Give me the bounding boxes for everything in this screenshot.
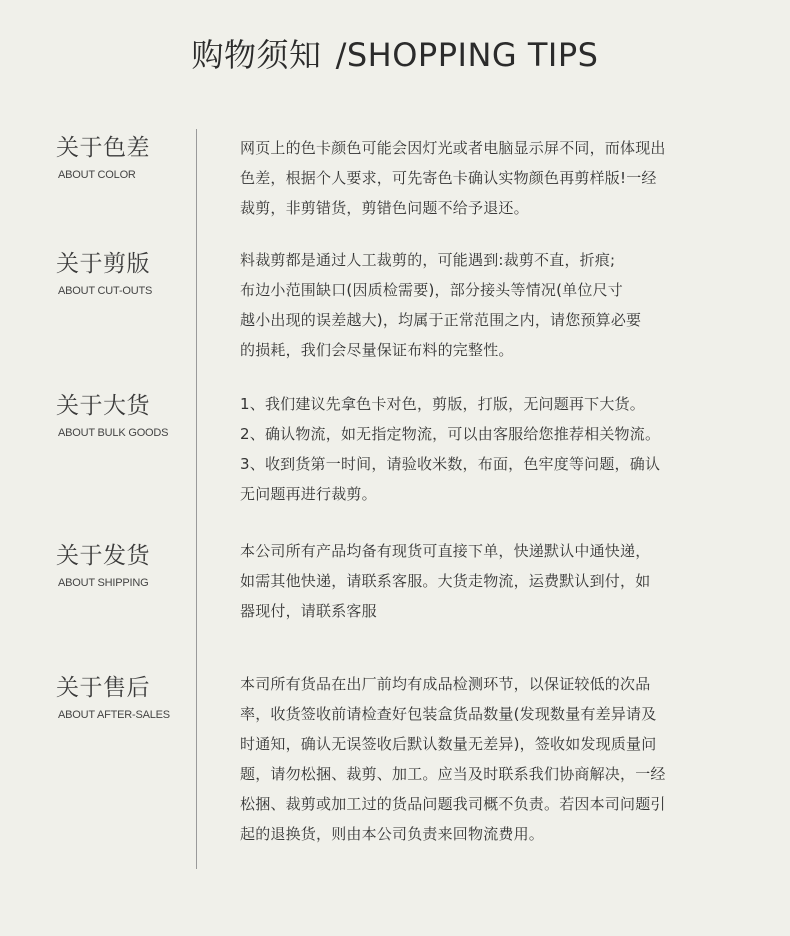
- section-heading: [56, 541, 191, 590]
- body-line: 时通知，确认无误签收后默认数量无差异)，签收如发现质量问: [240, 735, 657, 753]
- body-line: 本公司所有产品均备有现货可直接下单，快递默认中通快递，: [240, 542, 651, 560]
- section-heading-en: ABOUT BULK GOODS: [58, 427, 169, 439]
- section-heading-cn: 关于售后: [56, 675, 150, 701]
- section-body: [240, 245, 700, 365]
- body-line: 色差，根据个人要求，可先寄色卡确认实物颜色再剪样版!一经: [240, 169, 657, 187]
- body-line: 越小出现的误差越大)，均属于正常范围之内，请您预算必要: [240, 311, 642, 329]
- section-heading-en: ABOUT SHIPPING: [58, 577, 149, 589]
- section-body: [240, 133, 700, 223]
- page-title: [0, 30, 790, 76]
- section-heading: [56, 249, 191, 298]
- body-line: 器现付，请联系客服: [240, 602, 377, 620]
- body-line: 网页上的色卡颜色可能会因灯光或者电脑显示屏不同，而体现出: [240, 139, 666, 157]
- body-line: 裁剪，非剪错货，剪错色问题不给予退还。: [240, 199, 529, 217]
- body-line: 布边小范围缺口(因质检需要)，部分接头等情况(单位尺寸: [240, 281, 623, 299]
- body-line: 料裁剪都是通过人工裁剪的，可能遇到:裁剪不直，折痕;: [240, 251, 616, 269]
- section-heading: [56, 391, 191, 440]
- body-line: 2、确认物流，如无指定物流，可以由客服给您推荐相关物流。: [240, 425, 661, 443]
- vertical-divider: [196, 129, 197, 869]
- body-line: 起的退换货，则由本公司负责来回物流费用。: [240, 825, 545, 843]
- section-body: [240, 669, 700, 849]
- body-line: 3、收到货第一时间，请验收米数，布面，色牢度等问题，确认: [240, 455, 661, 473]
- section-heading-cn: 关于发货: [56, 543, 150, 569]
- section-heading-cn: 关于大货: [56, 393, 150, 419]
- section-heading-en: ABOUT AFTER-SALES: [58, 709, 170, 721]
- section-heading: [56, 673, 191, 722]
- section-body: [240, 389, 700, 509]
- body-line: 本司所有货品在出厂前均有成品检测环节，以保证较低的次品: [240, 675, 651, 693]
- section-heading-cn: 关于剪版: [56, 251, 150, 277]
- body-line: 松捆、裁剪或加工过的货品问题我司概不负责。若因本司问题引: [240, 795, 666, 813]
- section-body: [240, 536, 700, 626]
- section-heading: [56, 133, 191, 182]
- body-line: 题，请勿松捆、裁剪、加工。应当及时联系我们协商解决，一经: [240, 765, 666, 783]
- page-title-en: /SHOPPING TIPS: [335, 36, 599, 74]
- body-line: 如需其他快递，请联系客服。大货走物流，运费默认到付，如: [240, 572, 651, 590]
- section-heading-cn: 关于色差: [56, 135, 150, 161]
- section-heading-en: ABOUT CUT-OUTS: [58, 285, 153, 297]
- body-line: 的损耗，我们会尽量保证布料的完整性。: [240, 341, 514, 359]
- section-heading-en: ABOUT COLOR: [58, 169, 136, 181]
- body-line: 率，收货签收前请检查好包装盒货品数量(发现数量有差异请及: [240, 705, 657, 723]
- body-line: 1、我们建议先拿色卡对色，剪版，打版，无问题再下大货。: [240, 395, 645, 413]
- page-title-cn: 购物须知: [191, 36, 322, 74]
- body-line: 无问题再进行裁剪。: [240, 485, 377, 503]
